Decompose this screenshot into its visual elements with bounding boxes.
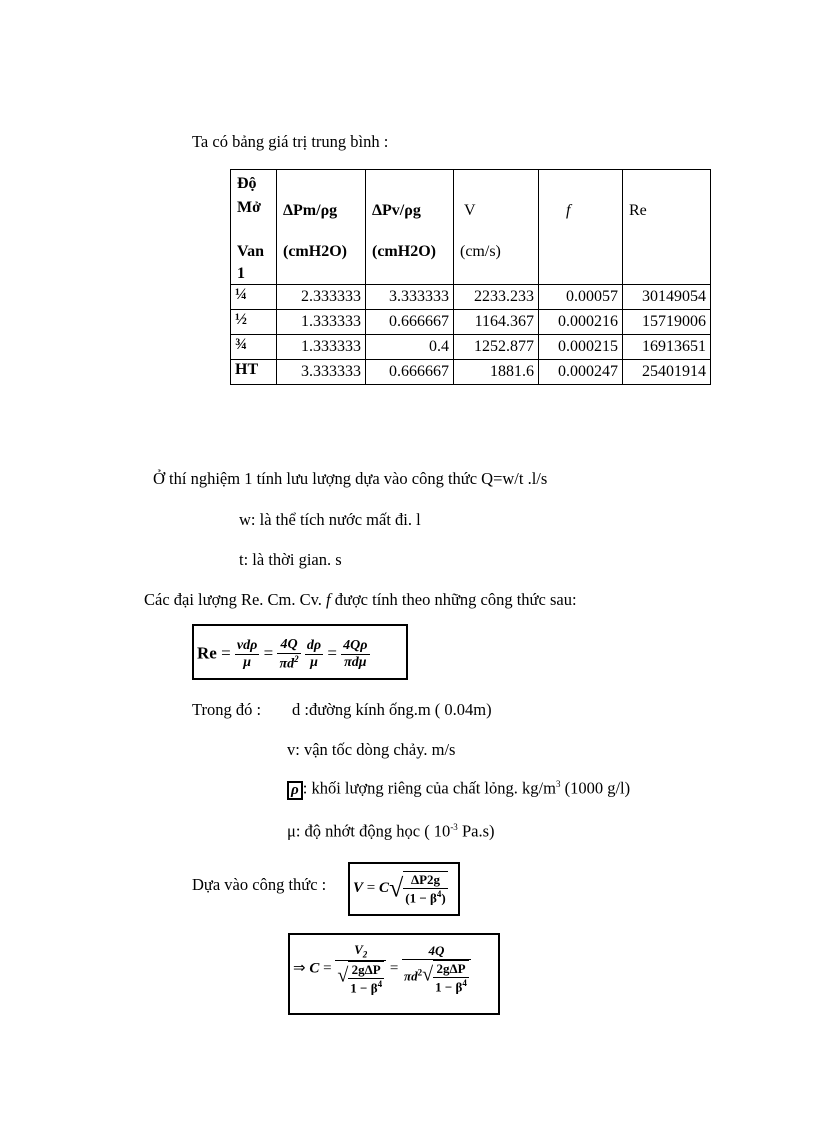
re-t2-den: πd (279, 656, 295, 672)
row-label: ¾ (231, 335, 277, 360)
quantities-post: được tính theo những công thức sau: (334, 590, 577, 609)
implies-icon: ⇒ (293, 960, 306, 977)
cell-dpm: 2.333333 (277, 285, 366, 310)
header-velocity-label: V (464, 202, 476, 219)
row-label: ½ (231, 310, 277, 335)
cell-dpv: 0.666667 (366, 360, 454, 385)
cell-reynolds: 16913651 (623, 335, 711, 360)
cell-reynolds: 25401914 (623, 360, 711, 385)
def-viscosity-post: Pa.s) (457, 821, 495, 841)
header-dpv-label: ΔPv/ρg (372, 202, 421, 219)
c-rad1-num: 2gΔP (348, 962, 384, 979)
c-f1-sub: 2 (362, 949, 368, 960)
cell-friction: 0.000247 (539, 360, 623, 385)
cell-dpm: 1.333333 (277, 310, 366, 335)
paragraph-time-def: t: là thời gian. s (239, 550, 342, 569)
def-density-value: (1000 g/l) (560, 778, 631, 798)
re-t3-den: μ (310, 655, 318, 671)
table-row (231, 335, 711, 360)
v-num: ΔP2g (403, 872, 447, 889)
def-diameter: d :đường kính ống.m ( 0.04m) (292, 700, 492, 719)
header-velocity (454, 170, 539, 285)
c-f1-num: V (354, 942, 363, 957)
cell-reynolds: 15719006 (623, 310, 711, 335)
header-dpv (366, 170, 454, 285)
cell-velocity: 1252.877 (454, 335, 539, 360)
v-lhs: V (353, 880, 364, 897)
header-valve-line-1: Độ (237, 175, 257, 192)
re-t3-num: dρ (306, 638, 322, 654)
c-lhs: C (309, 960, 320, 977)
paragraph-volume-def: w: là thể tích nước mất đi. l (239, 510, 421, 529)
v-coef: C (378, 880, 389, 897)
header-friction (539, 170, 623, 285)
cell-friction: 0.000216 (539, 310, 623, 335)
header-dpm (277, 170, 366, 285)
discharge-coefficient-formula: ⇒ C = $V_2$ √ $\frac{\text{2gΔP}}{1 - \beta^4}$ = 4Q $\pi d^2√$ $\frac{\text{2gΔP}}{1 - \beta^4}$ (288, 933, 500, 1015)
row-label: HT (231, 360, 277, 385)
header-friction-label: f (566, 202, 571, 219)
def-density: ρ : khối lượng riêng của chất lỏng. $kg/m^3$ (1000 g/l) (287, 780, 630, 800)
cell-dpm: 1.333333 (277, 335, 366, 360)
header-reynolds (623, 170, 711, 285)
average-values-table (230, 169, 711, 385)
table-row (231, 285, 711, 310)
based-on-formula-label: Dựa vào công thức : (192, 875, 327, 894)
header-valve-line-3: Van (237, 243, 264, 260)
cell-reynolds: 30149054 (623, 285, 711, 310)
re-lhs: Re (197, 643, 217, 663)
def-viscosity-pre: μ: độ nhớt động học ( 10 (287, 821, 451, 841)
c-rad1-den: 1 − β (350, 979, 378, 995)
paragraph-quantities (144, 592, 577, 609)
velocity-formula: V = C√ $\frac{\Delta P2g}{(1 - \beta^4)}$ (348, 862, 460, 916)
cell-friction: 0.000215 (539, 335, 623, 360)
cell-dpv: 0.4 (366, 335, 454, 360)
reynolds-formula: Re = $\frac{\text{vdρ}}{\mu}$ = $\frac{4Q}{\pi d^2}$ $\frac{d\rho}{\mu}$ = $\frac{4Q\rho}{\text{πdμ}}$ (192, 624, 408, 680)
header-velocity-unit: (cm/s) (460, 243, 501, 260)
def-viscosity (287, 823, 494, 840)
header-dpm-unit: (cmH2O) (283, 243, 347, 260)
cell-velocity: 2233.233 (454, 285, 539, 310)
c-rad2-den: 1 − β (435, 979, 463, 995)
header-valve-line-2: Mở (237, 199, 261, 216)
c-rad2-num: 2gΔP (433, 961, 469, 978)
re-t4-den: πdμ (344, 655, 367, 671)
row-label: ¼ (231, 285, 277, 310)
cell-velocity: 1164.367 (454, 310, 539, 335)
where-label: Trong đó : (192, 700, 262, 719)
v-den: (1 − β (405, 890, 437, 906)
c-f2-den: πd (404, 968, 418, 984)
re-t2-num: 4Q (277, 637, 300, 654)
def-velocity: v: vận tốc dòng chảy. m/s (287, 740, 456, 759)
table-row (231, 310, 711, 335)
cell-dpm: 3.333333 (277, 360, 366, 385)
cell-dpv: 0.666667 (366, 310, 454, 335)
cell-velocity: 1881.6 (454, 360, 539, 385)
c-f2-num: 4Q (402, 943, 471, 960)
quantities-f: f (326, 590, 331, 609)
intro-text: Ta có bảng giá trị trung bình : (192, 132, 389, 151)
rho-symbol-box: ρ (287, 781, 303, 800)
v-den-end: ) (441, 890, 446, 906)
header-reynolds-label: Re (629, 202, 647, 219)
header-dpv-unit: (cmH2O) (372, 243, 436, 260)
header-valve-line-4: 1 (237, 265, 245, 282)
cell-dpv: 3.333333 (366, 285, 454, 310)
cell-friction: 0.00057 (539, 285, 623, 310)
header-valve-opening (231, 170, 277, 285)
header-dpm-label: ΔPm/ρg (283, 202, 338, 219)
paragraph-flow-rate: Ở thí nghiệm 1 tính lưu lượng dựa vào công thức Q=w/t .l/s (153, 469, 548, 488)
re-t1-den: μ (243, 655, 252, 671)
table-row (231, 360, 711, 385)
re-t4-num: 4Qρ (343, 638, 368, 654)
quantities-pre: Các đại lượng Re. Cm. Cv. (144, 590, 322, 609)
def-viscosity-exp: -3 (450, 822, 458, 832)
table-header-row (231, 170, 711, 285)
def-density-text: : khối lượng riêng của chất lỏng. kg/m (302, 778, 556, 798)
re-t1-num: vdρ (236, 638, 258, 654)
